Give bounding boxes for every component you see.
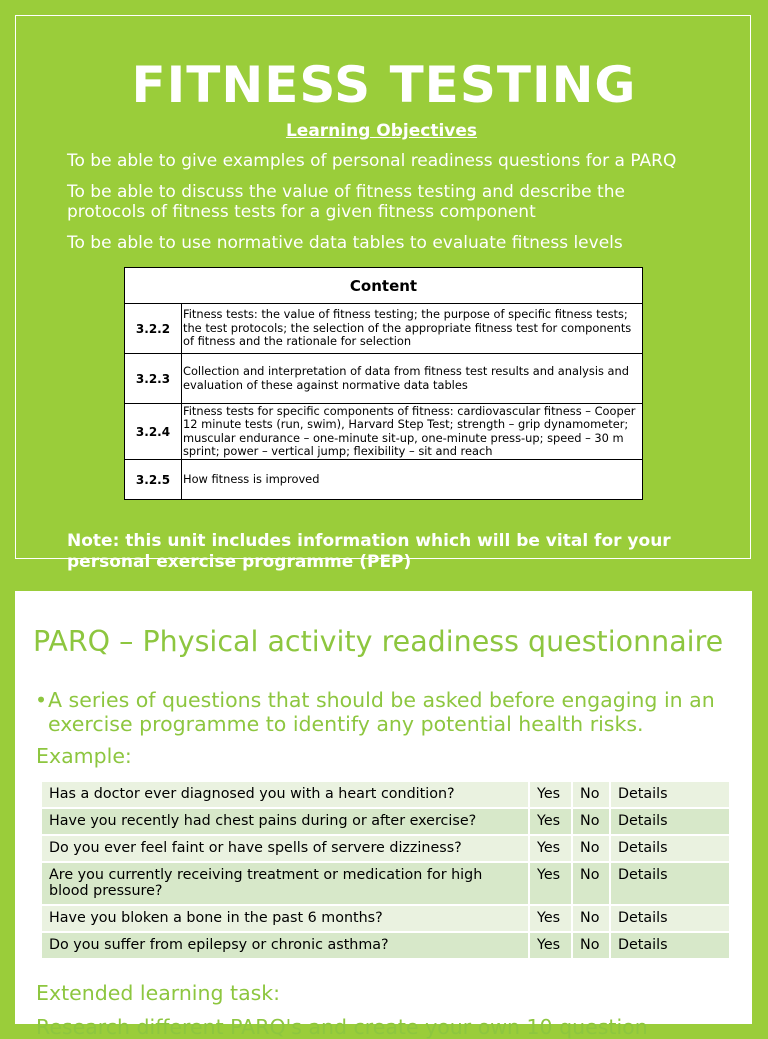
slide-parq (15, 591, 752, 1039)
objectives-list (67, 151, 707, 271)
table-row (42, 862, 730, 905)
extended-task-label: Extended learning task: (36, 981, 281, 1005)
spec-code: 3.2.4 (125, 404, 182, 460)
yes-cell: Yes (529, 782, 572, 808)
question-cell: Are you currently receiving treatment or medication for high blood pressure? (42, 862, 529, 905)
table-row (42, 782, 730, 808)
yes-cell: Yes (529, 905, 572, 932)
table-row (42, 905, 730, 932)
question-cell: Do you suffer from epilepsy or chronic asthma? (42, 932, 529, 959)
table-row (42, 835, 730, 862)
yes-cell: Yes (529, 862, 572, 905)
spec-description: How fitness is improved (182, 460, 643, 500)
details-cell: Details (610, 862, 730, 905)
objective-item: To be able to use normative data tables to evaluate fitness levels (67, 232, 623, 253)
no-cell: No (572, 835, 610, 862)
content-table (124, 267, 643, 500)
details-cell: Details (610, 905, 730, 932)
question-cell: Have you recently had chest pains during or after exercise? (42, 808, 529, 835)
no-cell: No (572, 782, 610, 808)
content-table-row (125, 354, 643, 404)
research-task-text: Research different PARQ's and create your own 10 question (36, 1015, 648, 1039)
yes-cell: Yes (529, 808, 572, 835)
content-table-row (125, 404, 643, 460)
spec-description: Fitness tests for specific components of fitness: cardiovascular fitness – Cooper 12 minute tests (run, swim), Harvard Step Test; strength – grip dynamometer; muscular endurance – one-minute sit-up, one-minute press-up; speed – 30 m sprint; power – vertical jump; flexibility – sit and reach (182, 404, 643, 460)
yes-cell: Yes (529, 932, 572, 959)
content-table-row (125, 304, 643, 354)
details-cell: Details (610, 808, 730, 835)
content-table-row (125, 460, 643, 500)
question-cell: Has a doctor ever diagnosed you with a heart condition? (42, 782, 529, 808)
no-cell: No (572, 862, 610, 905)
learning-objectives-heading: Learning Objectives (285, 121, 478, 141)
slide-title: FITNESS TESTING (131, 56, 637, 114)
parq-table (42, 782, 731, 960)
question-cell: Do you ever feel faint or have spells of servere dizziness? (42, 835, 529, 862)
table-row (42, 808, 730, 835)
details-cell: Details (610, 835, 730, 862)
spec-code: 3.2.3 (125, 354, 182, 404)
content-table-header: Content (125, 268, 643, 304)
spec-description: Collection and interpretation of data from fitness test results and analysis and evaluation of these against normative data tables (182, 354, 643, 404)
parq-title: PARQ – Physical activity readiness questionnaire (33, 625, 724, 658)
content-table-header-row (125, 268, 643, 304)
bullet-text: A series of questions that should be asked before engaging in an exercise programme to identify any potential health risks. (48, 688, 715, 736)
details-cell: Details (610, 782, 730, 808)
question-cell: Have you bloken a bone in the past 6 months? (42, 905, 529, 932)
spec-code: 3.2.5 (125, 460, 182, 500)
no-cell: No (572, 808, 610, 835)
spec-code: 3.2.2 (125, 304, 182, 354)
example-label: Example: (36, 744, 132, 768)
table-row (42, 932, 730, 959)
no-cell: No (572, 932, 610, 959)
details-cell: Details (610, 932, 730, 959)
yes-cell: Yes (529, 835, 572, 862)
objective-item: To be able to give examples of personal readiness questions for a PARQ (67, 151, 677, 171)
pep-note: Note: this unit includes information which will be vital for your personal exercise programme (PEP) (67, 531, 671, 572)
bullet-item (35, 688, 735, 736)
no-cell: No (572, 905, 610, 932)
objective-item: To be able to discuss the value of fitness testing and describe the protocols of fitness tests for a given fitness component (67, 181, 625, 222)
bullet-symbol: • (35, 688, 48, 712)
spec-description: Fitness tests: the value of fitness testing; the purpose of specific fitness tests; the test protocols; the selection of the appropriate fitness test for components of fitness and the rationale for selection (182, 304, 643, 354)
